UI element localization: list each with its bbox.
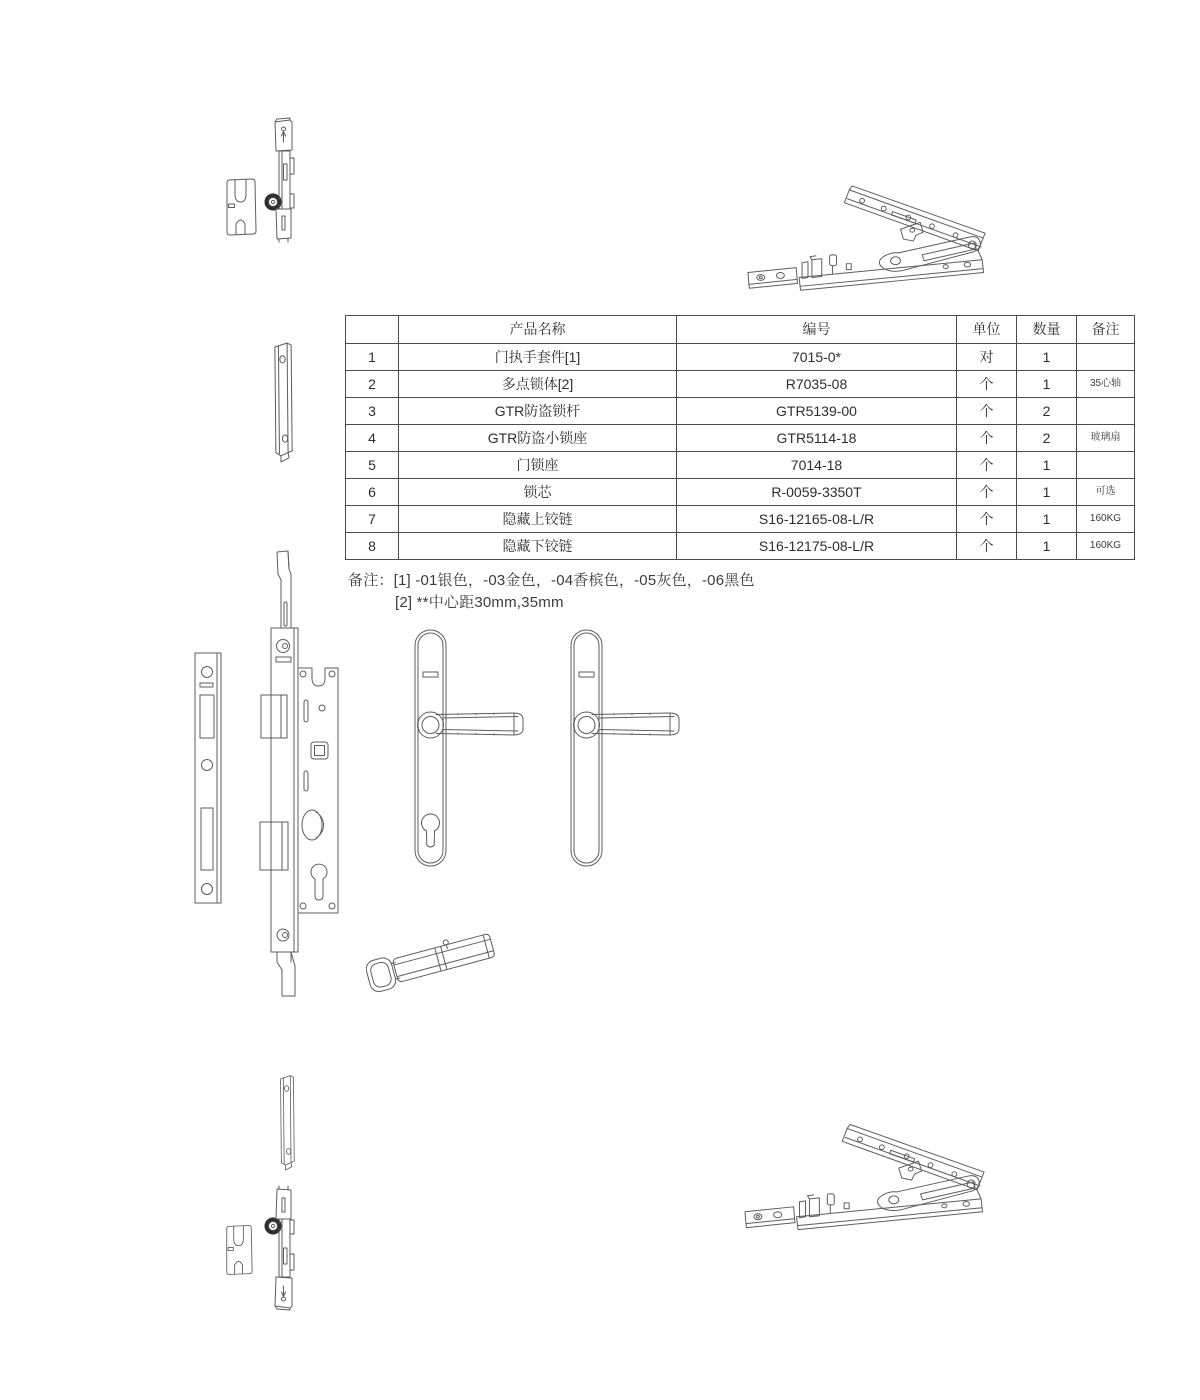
table-row (346, 371, 1135, 398)
cell-name: 门锁座 (399, 452, 677, 479)
table-row (346, 398, 1135, 425)
cell-unit: 个 (957, 479, 1017, 506)
cell-name: 隐藏上铰链 (399, 506, 677, 533)
cell-remark: 160KG (1077, 506, 1135, 533)
cell-code: R-0059-3350T (677, 479, 957, 506)
footnote-line-2 (348, 592, 755, 614)
cell-no: 6 (346, 479, 399, 506)
table-row (346, 533, 1135, 560)
cell-code: R7035-08 (677, 371, 957, 398)
cell-code: S16-12165-08-L/R (677, 506, 957, 533)
cell-remark: 可选 (1077, 479, 1135, 506)
cell-unit: 个 (957, 533, 1017, 560)
cell-no: 4 (346, 425, 399, 452)
cell-remark: 160KG (1077, 533, 1135, 560)
table-row (346, 452, 1135, 479)
header-product-name: 产品名称 (399, 316, 677, 344)
header-unit: 单位 (957, 316, 1017, 344)
cell-unit: 个 (957, 425, 1017, 452)
footnote-label: 备注： (348, 572, 394, 589)
lock-rod-drawing-bottom (263, 1184, 297, 1312)
cell-qty: 2 (1017, 425, 1077, 452)
cell-name: 锁芯 (399, 479, 677, 506)
cell-name: 多点锁体[2] (399, 371, 677, 398)
table-row (346, 506, 1135, 533)
cell-no: 2 (346, 371, 399, 398)
lock-keeper-clip-drawing-top (225, 178, 257, 236)
hidden-bottom-hinge-drawing (742, 1120, 990, 1246)
door-handle-drawing-left (410, 626, 532, 872)
keeper-plate-drawing-bottom (272, 1074, 302, 1174)
cell-qty: 2 (1017, 398, 1077, 425)
cell-qty: 1 (1017, 371, 1077, 398)
cell-code: GTR5114-18 (677, 425, 957, 452)
cell-name: GTR防盗锁杆 (399, 398, 677, 425)
cell-no: 7 (346, 506, 399, 533)
cell-unit: 个 (957, 452, 1017, 479)
cell-qty: 1 (1017, 506, 1077, 533)
multipoint-lock-body-drawing (250, 550, 342, 1006)
cell-name: GTR防盗小锁座 (399, 425, 677, 452)
cell-remark (1077, 452, 1135, 479)
header-remark: 备注 (1077, 316, 1135, 344)
cell-qty: 1 (1017, 533, 1077, 560)
footnote-line-1 (348, 570, 755, 592)
header-code: 编号 (677, 316, 957, 344)
table-header-row (346, 316, 1135, 344)
footnote-colors: [1] -01银色，-03金色，-04香槟色，-05灰色，-06黑色 (393, 572, 755, 589)
cell-qty: 1 (1017, 452, 1077, 479)
cell-name: 隐藏下铰链 (399, 533, 677, 560)
strike-plate-drawing (192, 650, 226, 908)
cell-unit: 个 (957, 506, 1017, 533)
header-no (346, 316, 399, 344)
cell-remark: 玻璃扇 (1077, 425, 1135, 452)
cell-unit: 个 (957, 398, 1017, 425)
cell-remark (1077, 398, 1135, 425)
cell-no: 1 (346, 344, 399, 371)
footnotes (348, 570, 755, 614)
parts-table (345, 315, 1135, 560)
cell-remark: 35心轴 (1077, 371, 1135, 398)
cell-no: 5 (346, 452, 399, 479)
cell-unit: 对 (957, 344, 1017, 371)
cell-code: 7015-0* (677, 344, 957, 371)
table-row (346, 425, 1135, 452)
cell-no: 8 (346, 533, 399, 560)
lock-rod-drawing-top (263, 116, 297, 244)
cell-no: 3 (346, 398, 399, 425)
footnote-centers: [2] **中心距30mm,35mm (395, 594, 564, 611)
cell-code: 7014-18 (677, 452, 957, 479)
cell-name: 门执手套件[1] (399, 344, 677, 371)
door-handle-drawing-right (566, 626, 688, 872)
euro-cylinder-drawing (366, 908, 506, 1004)
cell-qty: 1 (1017, 479, 1077, 506)
cell-unit: 个 (957, 371, 1017, 398)
header-qty: 数量 (1017, 316, 1077, 344)
cell-remark (1077, 344, 1135, 371)
cell-code: S16-12175-08-L/R (677, 533, 957, 560)
lock-keeper-clip-drawing-bottom (225, 1224, 253, 1276)
hidden-top-hinge-drawing (745, 182, 991, 306)
euro-keyhole-cutout (422, 814, 440, 847)
cell-qty: 1 (1017, 344, 1077, 371)
table-row (346, 479, 1135, 506)
cell-code: GTR5139-00 (677, 398, 957, 425)
table-row (346, 344, 1135, 371)
keeper-plate-drawing-top (264, 341, 302, 467)
